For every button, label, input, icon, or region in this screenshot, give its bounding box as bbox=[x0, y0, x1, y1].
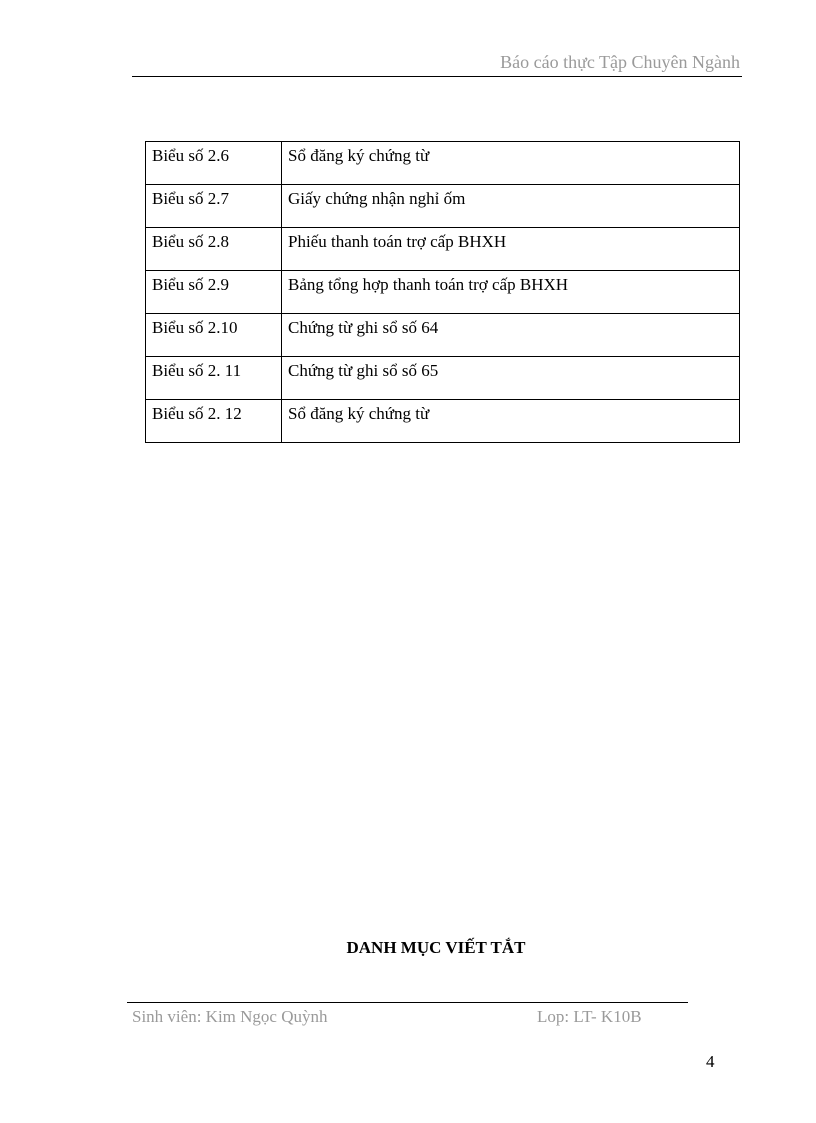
class-name: Lop: LT- K10B bbox=[537, 1007, 642, 1026]
form-name: Chứng từ ghi sổ số 65 bbox=[282, 357, 740, 400]
table-row bbox=[146, 142, 740, 185]
form-name: Sổ đăng ký chứng từ bbox=[282, 400, 740, 443]
table-row bbox=[146, 357, 740, 400]
form-name: Giấy chứng nhận nghỉ ốm bbox=[282, 185, 740, 228]
section-title: DANH MỤC VIẾT TẮT bbox=[346, 938, 526, 957]
table-row bbox=[146, 228, 740, 271]
table-row bbox=[146, 271, 740, 314]
form-code: Biểu số 2.8 bbox=[146, 228, 282, 271]
form-list-table bbox=[145, 141, 740, 443]
table-row bbox=[146, 400, 740, 443]
table-row bbox=[146, 185, 740, 228]
form-name: Sổ đăng ký chứng từ bbox=[282, 142, 740, 185]
form-code: Biểu số 2.9 bbox=[146, 271, 282, 314]
form-code: Biểu số 2. 11 bbox=[146, 357, 282, 400]
form-name: Bảng tổng hợp thanh toán trợ cấp BHXH bbox=[282, 271, 740, 314]
form-code: Biểu số 2.7 bbox=[146, 185, 282, 228]
page-footer bbox=[127, 1002, 688, 1033]
form-code: Biểu số 2.10 bbox=[146, 314, 282, 357]
student-name: Sinh viên: Kim Ngọc Quỳnh bbox=[132, 1007, 328, 1026]
form-code: Biểu số 2.6 bbox=[146, 142, 282, 185]
page-header bbox=[132, 52, 742, 77]
table-row bbox=[146, 314, 740, 357]
form-name: Phiếu thanh toán trợ cấp BHXH bbox=[282, 228, 740, 271]
page-number: 4 bbox=[706, 1052, 715, 1071]
report-title: Báo cáo thực Tập Chuyên Ngành bbox=[500, 52, 740, 72]
form-name: Chứng từ ghi sổ số 64 bbox=[282, 314, 740, 357]
form-code: Biểu số 2. 12 bbox=[146, 400, 282, 443]
